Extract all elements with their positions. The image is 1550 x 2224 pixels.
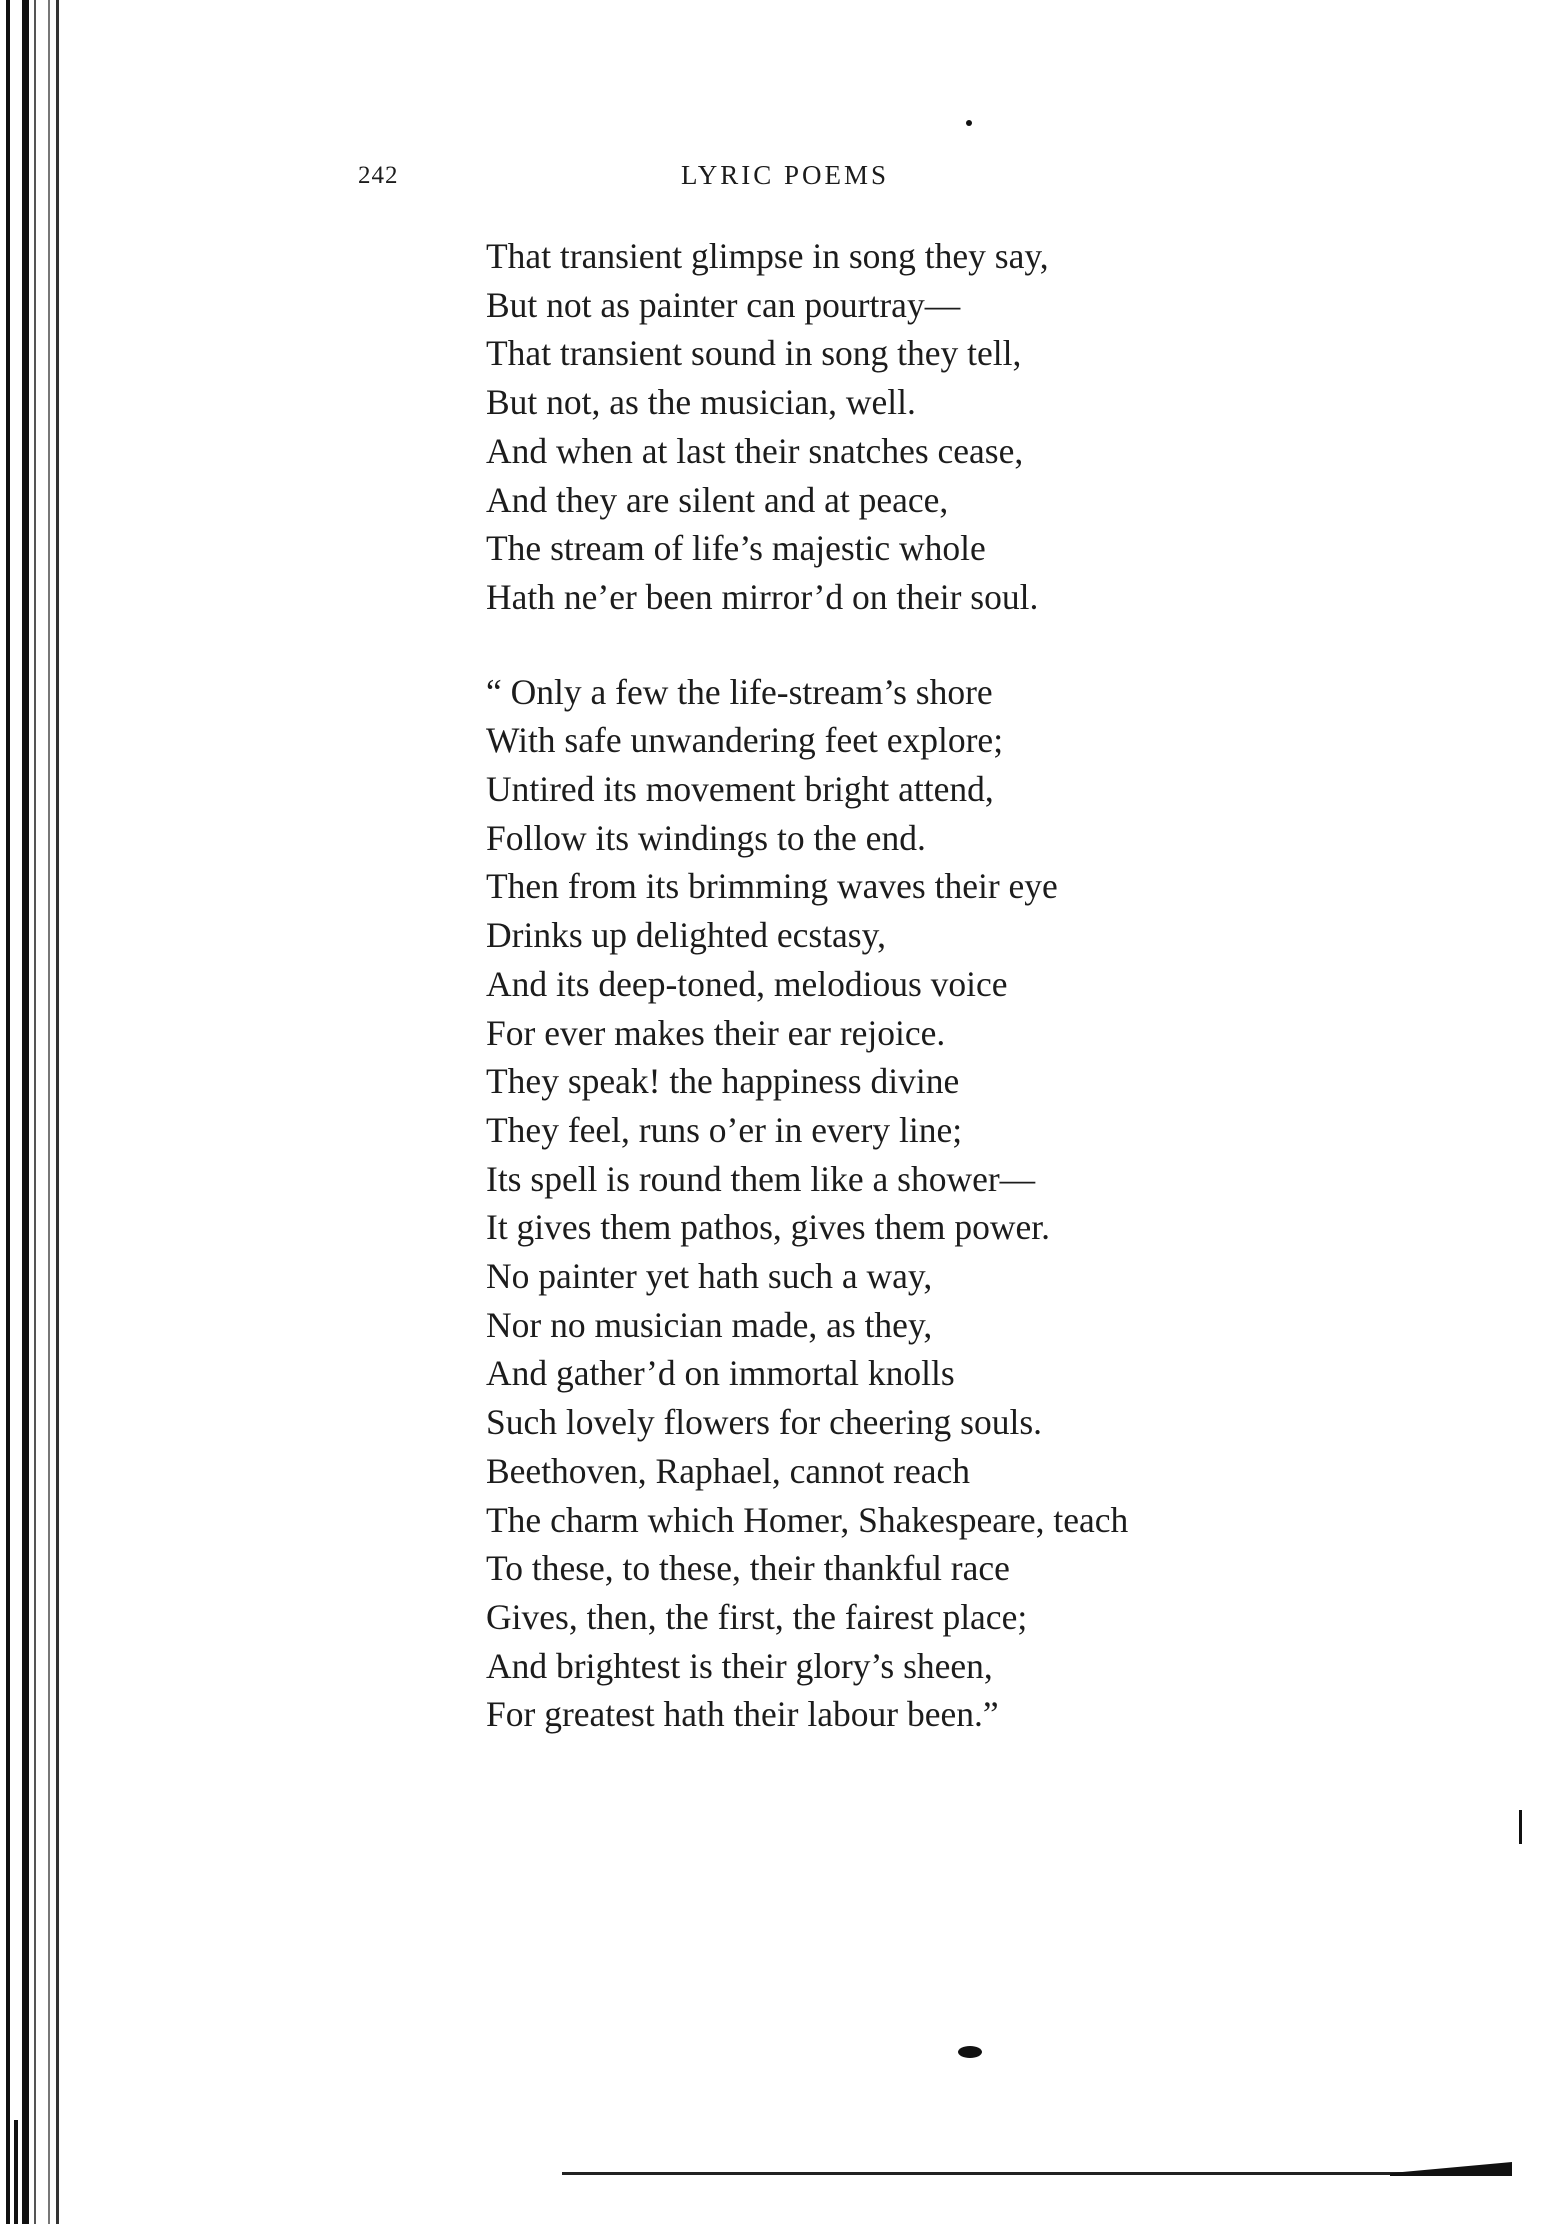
poem-line: Beethoven, Raphael, cannot reach (486, 1450, 970, 1491)
ink-blot (958, 2046, 982, 2058)
stanza (486, 232, 1386, 622)
poem-line: The charm which Homer, Shakespeare, teach (486, 1499, 1129, 1540)
poem-line: The stream of life’s majestic whole (486, 528, 986, 569)
poem-line: They speak! the happiness divine (486, 1061, 960, 1102)
ink-mark (1519, 1810, 1522, 1844)
poem-line: For ever makes their ear rejoice. (486, 1012, 946, 1053)
poem-line: But not as painter can pourtray— (486, 284, 961, 325)
poem-line: And its deep-toned, melodious voice (486, 963, 1008, 1004)
poem-line: Such lovely flowers for cheering souls. (486, 1402, 1043, 1443)
poem-line: With safe unwandering feet explore; (486, 720, 1004, 761)
poem-line: Then from its brimming waves their eye (486, 866, 1058, 907)
poem-body (486, 232, 1386, 1739)
ink-speck (966, 120, 972, 126)
poem-line: Gives, then, the first, the fairest place; (486, 1596, 1028, 1637)
page-number: 242 (358, 162, 399, 189)
poem-line: And when at last their snatches cease, (486, 430, 1024, 471)
binding-edge (0, 0, 72, 2224)
poem-line: They feel, runs o’er in every line; (486, 1109, 963, 1150)
bottom-rule-thick-end (1390, 2162, 1512, 2176)
poem-line: And brightest is their glory’s sheen, (486, 1645, 993, 1686)
poem-line: And they are silent and at peace, (486, 479, 949, 520)
running-title-text: LYRIC POEMS (680, 160, 890, 190)
poem-line: That transient sound in song they tell, (486, 333, 1022, 374)
poem-line: Nor no musician made, as they, (486, 1304, 933, 1345)
poem-line: To these, to these, their thankful race (486, 1548, 1010, 1589)
stanza (486, 668, 1386, 1739)
poem-line: But not, as the musician, well. (486, 382, 916, 423)
poem-line: Hath ne’er been mirror’d on their soul. (486, 576, 1039, 617)
bottom-rule (562, 2172, 1512, 2175)
poem-line: Its spell is round them like a shower— (486, 1158, 1036, 1199)
running-title (0, 160, 1550, 191)
poem-line: “ Only a few the life-stream’s shore (486, 671, 993, 712)
poem-line: For greatest hath their labour been.” (486, 1694, 999, 1735)
poem-line: No painter yet hath such a way, (486, 1256, 933, 1297)
poem-line: Drinks up delighted ecstasy, (486, 915, 886, 956)
poem-line: It gives them pathos, gives them power. (486, 1207, 1050, 1248)
poem-line: That transient glimpse in song they say, (486, 236, 1049, 276)
poem-line: And gather’d on immortal knolls (486, 1353, 955, 1394)
poem-line: Follow its windings to the end. (486, 817, 926, 858)
poem-line: Untired its movement bright attend, (486, 769, 994, 810)
